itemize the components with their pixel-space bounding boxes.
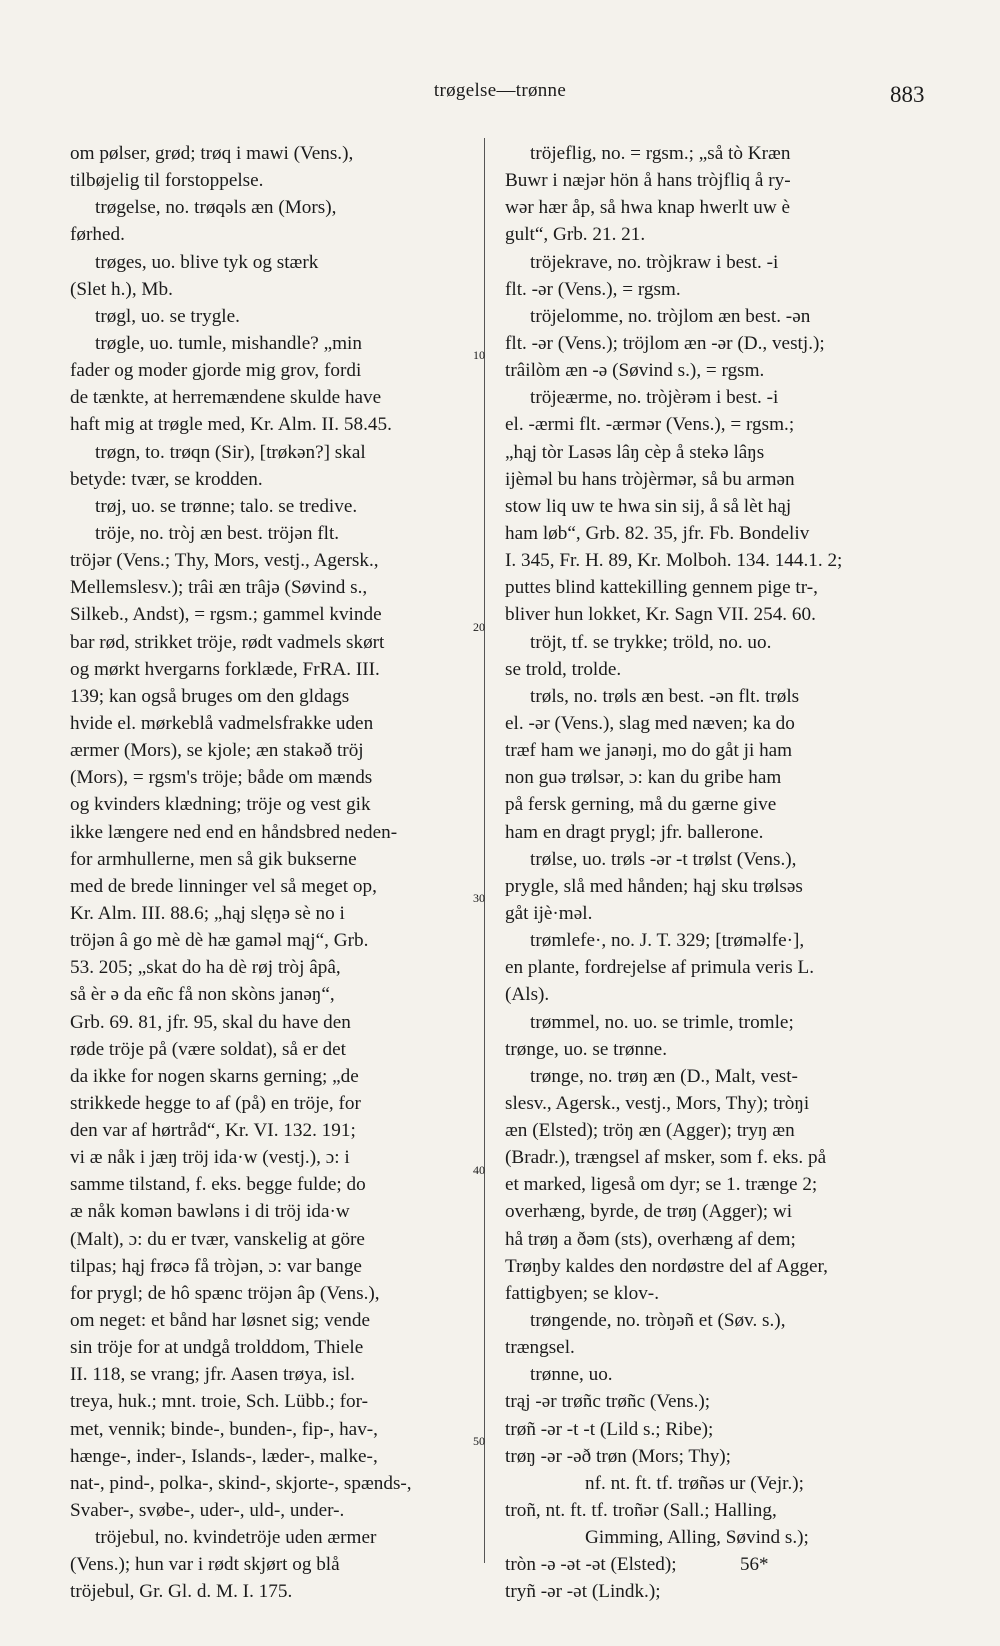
text-line: tröjər (Vens.; Thy, Mors, vestj., Agersk., (70, 550, 379, 572)
text-line: tilpas; hąj frøcə få tròjən, ɔ: var bange (70, 1255, 362, 1277)
text-line: Svaber-, svøbe-, uder-, uld-, under-. (70, 1500, 345, 1522)
text-line: på fersk gerning, må du gærne give (505, 794, 777, 816)
text-line: førhed. (70, 224, 125, 246)
text-line: treya, huk.; mnt. troie, Sch. Lübb.; for- (70, 1391, 369, 1413)
text-line: tilbøjelig til forstoppelse. (70, 170, 264, 192)
text-line: en plante, fordrejelse af primula veris L. (505, 957, 815, 979)
text-line: non guə trølsər, ɔ: kan du gribe ham (505, 767, 782, 789)
text-line: hvide el. mørkeblå vadmelsfrakke uden (70, 712, 374, 734)
text-line: trøj, uo. se trønne; talo. se tredive. (95, 495, 358, 517)
text-line: „hąj tòr Lasəs lâŋ cèp å stekə lâŋs (505, 441, 765, 463)
text-line: bliver hun lokket, Kr. Sagn VII. 254. 60. (505, 604, 816, 626)
text-line: trøgn, to. trøqn (Sir), [trøkən?] skal (95, 441, 366, 463)
text-line: tröjeærme, no. tròjèrəm i best. -i (530, 387, 779, 409)
text-line: tröjebul, no. kvindetröje uden ærmer (95, 1527, 377, 1549)
text-line: tröjən â go mè dè hæ gaməl mąj“, Grb. (70, 930, 369, 952)
text-line: for armhullerne, men så gik bukserne (70, 848, 357, 870)
text-line: troñ, nt. ft. tf. troñər (Sall.; Halling, (505, 1500, 777, 1522)
text-line: Silkeb., Andst), = rgsm.; gammel kvinde (70, 604, 382, 626)
text-line: stow liq uw te hwa sin sij, å så lèt hąj (505, 495, 792, 517)
text-line: (Mors), = rgsm's tröje; både om mænds (70, 767, 373, 789)
text-line: trøges, uo. blive tyk og stærk (95, 251, 319, 273)
text-line: hænge-, inder-, Islands-, læder-, malke-, (70, 1445, 378, 1467)
text-line: trønge, no. trøŋ æn (D., Malt, vest- (530, 1065, 798, 1087)
text-line: trængsel. (505, 1337, 575, 1359)
text-line: flt. -ər (Vens.), = rgsm. (505, 278, 681, 300)
text-line: flt. -ər (Vens.); tröjlom æn -ər (D., vestj.); (505, 332, 825, 354)
text-line: (Bradr.), trængsel af msker, som f. eks. på (505, 1147, 827, 1169)
text-line: så èr ə da eñc få non skòns janəŋ“, (70, 984, 335, 1006)
text-line: I. 345, Fr. H. 89, Kr. Molboh. 134. 144.1. 2; (505, 550, 843, 572)
text-line: (Malt), ɔ: du er tvær, vanskelig at göre (70, 1228, 365, 1250)
text-line: (Als). (505, 984, 550, 1006)
text-line: et marked, ligeså om dyr; se 1. trænge 2; (505, 1174, 818, 1196)
text-line: for prygl; de hô spænc tröjən âp (Vens.), (70, 1282, 380, 1304)
text-line: bar rød, strikket tröje, rødt vadmels skørt (70, 631, 385, 653)
text-line: tröjt, tf. se trykke; tröld, no. uo. (530, 631, 772, 653)
line-number-10: 10 (473, 348, 485, 362)
text-line: trøŋ -ər -əð trøn (Mors; Thy); (505, 1445, 732, 1467)
text-line: II. 118, se vrang; jfr. Aasen trøya, isl. (70, 1364, 355, 1386)
text-line: trølse, uo. trøls -ər -t trølst (Vens.), (530, 848, 797, 870)
text-line: gåt ijè·məl. (505, 902, 593, 924)
text-line: trønne, uo. (530, 1364, 613, 1386)
text-line: ikke længere ned end en håndsbred neden- (70, 821, 398, 843)
text-line: Grb. 69. 81, jfr. 95, skal du have den (70, 1011, 351, 1033)
text-line: tròn -ə -ət -ət (Elsted); (505, 1554, 677, 1576)
text-line: tröjelomme, no. tròjlom æn best. -ən (530, 305, 811, 327)
text-line: trøls, no. trøls æn best. -ən flt. trøls (530, 685, 800, 707)
text-line: fattigbyen; se klov-. (505, 1282, 659, 1304)
text-line: om neget: et bånd har løsnet sig; vende (70, 1310, 370, 1332)
text-line: tröje, no. tròj æn best. tröjən flt. (95, 522, 340, 544)
text-line: met, vennik; binde-, bunden-, fip-, hav-, (70, 1418, 378, 1440)
text-line: strikkede hegge to af (på) en tröje, for (70, 1092, 361, 1114)
text-line: vi æ nåk i jæŋ tröj ida·w (vestj.), ɔ: i (70, 1147, 350, 1169)
running-header: trøgelse—trønne (433, 80, 567, 101)
line-number-20: 20 (473, 620, 485, 634)
text-line: haft mig at trøgle med, Kr. Alm. II. 58.45. (70, 414, 392, 436)
text-line: trâilòm æn -ə (Søvind s.), = rgsm. (505, 360, 765, 382)
line-number-30: 30 (473, 891, 485, 905)
text-line: se trold, trolde. (505, 658, 622, 680)
page-number: 883 (890, 82, 925, 107)
text-line: tröjeflig, no. = rgsm.; „så tò Kræn (530, 143, 791, 164)
text-line: træf ham we janəŋi, mo do gåt ji ham (505, 740, 793, 762)
text-line: ham en dragt prygl; jfr. ballerone. (505, 821, 764, 843)
text-line: tröjebul, Gr. Gl. d. M. I. 175. (70, 1581, 293, 1603)
text-line: prygle, slå med hånden; hąj sku trølsəs (505, 875, 803, 897)
text-line: betyde: tvær, se krodden. (70, 468, 263, 490)
text-line: og kvinders klædning; tröje og vest gik (70, 794, 371, 816)
text-line: nf. nt. ft. tf. trøñəs ur (Vejr.); (585, 1472, 805, 1494)
text-line: (Vens.); hun var i rødt skjørt og blå (70, 1554, 340, 1576)
text-line: gult“, Grb. 21. 21. (505, 224, 646, 246)
text-line: wər hær åp, så hwa knap hwerlt uw è (505, 197, 791, 219)
text-line: ham løb“, Grb. 82. 35, jfr. Fb. Bondeliv (505, 522, 810, 544)
text-line: nat-, pind-, polka-, skind-, skjorte-, spænds-, (70, 1472, 412, 1494)
text-line: Kr. Alm. III. 88.6; „hąj slęŋə sè no i (70, 902, 345, 924)
signature-mark: 56* (740, 1554, 769, 1575)
text-line: ærmer (Mors), se kjole; æn stakəð tröj (70, 740, 364, 762)
text-line: puttes blind kattekilling gennem pige tr-, (505, 577, 818, 599)
text-line: røde tröje på (være soldat), så er det (70, 1038, 346, 1060)
text-line: el. -ærmi flt. -ærmər (Vens.), = rgsm.; (505, 414, 795, 436)
text-line: med de brede linninger vel så meget op, (70, 875, 377, 897)
text-line: Trøŋby kaldes den nordøstre del af Agger, (505, 1255, 828, 1277)
text-line: da ikke for nogen skarns gerning; „de (70, 1065, 359, 1087)
text-line: 53. 205; „skat do ha dè røj tròj âpâ, (70, 957, 341, 979)
text-line: (Slet h.), Mb. (70, 278, 173, 300)
text-line: Mellemslesv.); trâi æn trâjə (Søvind s., (70, 577, 368, 599)
text-line: trøgle, uo. tumle, mishandle? „min (95, 332, 362, 354)
text-line: el. -ər (Vens.), slag med næven; ka do (505, 712, 795, 734)
text-line: og mørkt hvergarns forklæde, FrRA. III. (70, 658, 380, 680)
text-line: overhæng, byrde, de trøŋ (Agger); wi (505, 1201, 793, 1223)
left-column (70, 140, 472, 1606)
text-line: Gimming, Alling, Søvind s.); (585, 1527, 809, 1549)
text-line: trąj -ər trøñc trøñc (Vens.); (505, 1391, 711, 1413)
text-line: æ nåk komən bawləns i di tröj ida·w (70, 1201, 350, 1223)
right-column (505, 140, 930, 1606)
text-line: ijèməl bu hans tròjèrmər, så bu armən (505, 468, 795, 490)
text-line: samme tilstand, f. eks. begge fulde; do (70, 1174, 366, 1196)
text-line: om pølser, grød; trøq i mawi (Vens.), (70, 143, 354, 164)
text-line: tröjekrave, no. tròjkraw i best. -i (530, 251, 779, 273)
text-line: hå trøŋ a ðəm (sts), overhæng af dem; (505, 1228, 796, 1250)
text-line: trøngende, no. tròŋəñ et (Søv. s.), (530, 1310, 786, 1332)
text-line: de tænkte, at herremændene skulde have (70, 387, 382, 409)
line-number-50: 50 (473, 1434, 485, 1448)
line-number-40: 40 (473, 1163, 485, 1177)
text-line: æn (Elsted); tröŋ æn (Agger); tryŋ æn (505, 1120, 795, 1142)
text-line: fader og moder gjorde mig grov, fordi (70, 360, 362, 382)
text-line: trøgelse, no. trøqəls æn (Mors), (95, 197, 337, 219)
text-line: trøñ -ər -t -t (Lild s.; Ribe); (505, 1418, 714, 1440)
text-line: 139; kan også bruges om den gldags (70, 685, 350, 707)
text-line: sin tröje for at undgå trolddom, Thiele (70, 1337, 364, 1359)
text-line: trønge, uo. se trønne. (505, 1038, 667, 1060)
text-line: tryñ -ər -ət (Lindk.); (505, 1581, 661, 1603)
text-line: trømlefe·, no. J. T. 329; [trøməlfe·], (530, 930, 805, 952)
text-line: trøgl, uo. se trygle. (95, 305, 240, 327)
text-line: den var af hørtråd“, Kr. VI. 132. 191; (70, 1120, 356, 1142)
text-line: Buwr i næjər hön å hans tròjfliq å ry- (505, 170, 791, 192)
text-line: trømmel, no. uo. se trimle, tromle; (530, 1011, 794, 1033)
text-line: slesv., Agersk., vestj., Mors, Thy); tròŋi (505, 1092, 810, 1114)
